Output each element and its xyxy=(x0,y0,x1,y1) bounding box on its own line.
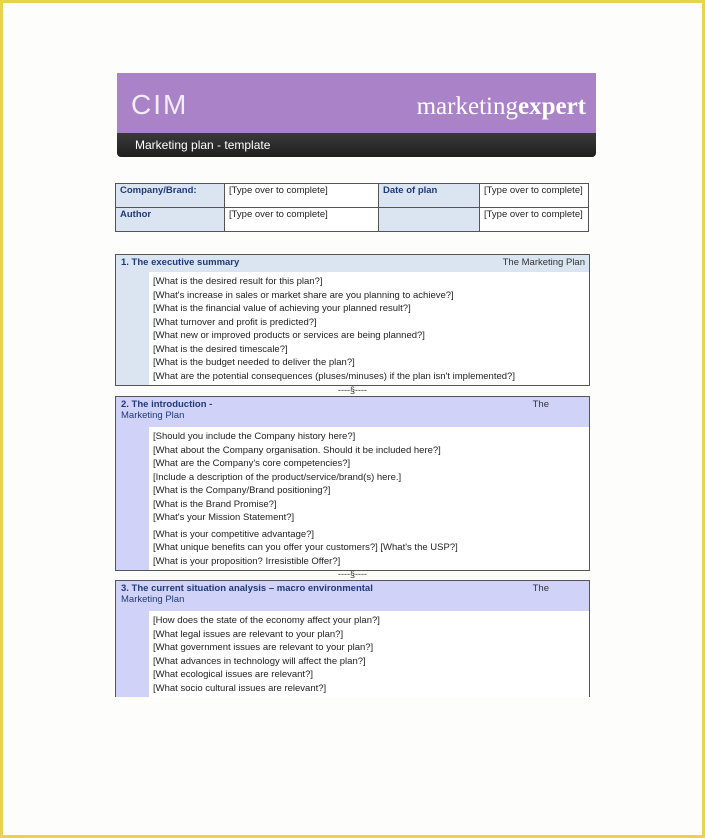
question-line: [What is the budget needed to deliver the plan?] xyxy=(153,357,355,368)
question-line: [What socio cultural issues are relevant?] xyxy=(153,682,327,694)
question-line: [What are the Company's core competencies?] xyxy=(153,458,351,469)
section-margin xyxy=(116,427,149,570)
section-tag: The xyxy=(532,399,549,410)
author-field[interactable]: [Type over to complete] xyxy=(225,208,379,232)
question-line: [What turnover and profit is predicted?] xyxy=(153,316,317,328)
section-title: 3. The current situation analysis – macro environmental xyxy=(121,583,373,594)
header-banner xyxy=(117,73,596,159)
section-header xyxy=(116,397,589,427)
question-line: [What are the potential consequences (pluses/minuses) if the plan isn't implemented?] xyxy=(153,370,515,382)
question-line: [Include a description of the product/service/brand(s) here.] xyxy=(153,471,402,483)
section-executive-summary xyxy=(115,254,590,386)
blank-label xyxy=(379,208,480,232)
section-tag: The xyxy=(532,583,549,594)
question-line: [What is the desired timescale?] xyxy=(153,343,288,355)
question-line: [What's your Mission Statement?] xyxy=(153,512,295,523)
question-line: [What new or improved products or services are being planned?] xyxy=(153,330,425,341)
question-line: [What advances in technology will affect the plan?] xyxy=(153,655,366,667)
section-body[interactable] xyxy=(149,427,462,570)
question-line: [What is your proposition? Irresistible Offer?] xyxy=(153,555,341,567)
question-line: [What is the financial value of achieving your planned result?] xyxy=(153,303,411,314)
date-field[interactable]: [Type over to complete] xyxy=(480,184,589,208)
section-title-cont: Marketing Plan xyxy=(121,410,185,421)
section-title: 1. The executive summary xyxy=(121,257,240,268)
section-title-cont: Marketing Plan xyxy=(121,594,185,605)
section-margin xyxy=(116,272,149,385)
author-field-2[interactable]: [Type over to complete] xyxy=(480,208,589,232)
section-header xyxy=(116,255,589,272)
brand-bold: expert xyxy=(517,93,586,120)
document-subtitle: Marketing plan - template xyxy=(117,133,596,157)
section-introduction xyxy=(115,396,590,571)
cim-logo: CIM xyxy=(131,89,189,120)
date-label: Date of plan xyxy=(379,184,480,208)
section-margin xyxy=(116,611,149,697)
company-label: Company/Brand: xyxy=(116,184,225,208)
question-line: [What government issues are relevant to your plan?] xyxy=(153,642,374,653)
question-line: [What is the Company/Brand positioning?] xyxy=(153,485,331,496)
section-situation-analysis xyxy=(115,580,590,697)
section-tag: The Marketing Plan xyxy=(502,257,585,268)
question-line: [What legal issues are relevant to your plan?] xyxy=(153,628,344,640)
question-line: [What about the Company organisation. Should it be included here?] xyxy=(153,444,441,456)
banner-top xyxy=(117,73,596,133)
brand-logo xyxy=(417,93,586,121)
section-separator: ----§---- xyxy=(338,569,367,579)
question-line: [How does the state of the economy affect your plan?] xyxy=(153,615,380,626)
section-header xyxy=(116,581,589,611)
section-body[interactable] xyxy=(149,611,384,697)
question-line: [Should you include the Company history here?] xyxy=(153,431,356,442)
question-line: [What is the Brand Promise?] xyxy=(153,498,277,510)
question-line: [What unique benefits can you offer your customers?] [What's the USP?] xyxy=(153,542,458,553)
question-line: [What's increase in sales or market share are you planning to achieve?] xyxy=(153,289,454,301)
author-label: Author xyxy=(116,208,225,232)
question-line: [What ecological issues are relevant?] xyxy=(153,669,313,680)
question-line: [What is the desired result for this plan?] xyxy=(153,276,323,287)
section-body[interactable] xyxy=(149,272,519,385)
company-field[interactable]: [Type over to complete] xyxy=(225,184,379,208)
info-table xyxy=(115,183,589,232)
brand-light: marketing xyxy=(416,93,518,120)
section-separator: ----§---- xyxy=(338,385,367,395)
question-line: [What is your competitive advantage?] xyxy=(153,528,315,540)
section-title: 2. The introduction - xyxy=(121,399,213,410)
